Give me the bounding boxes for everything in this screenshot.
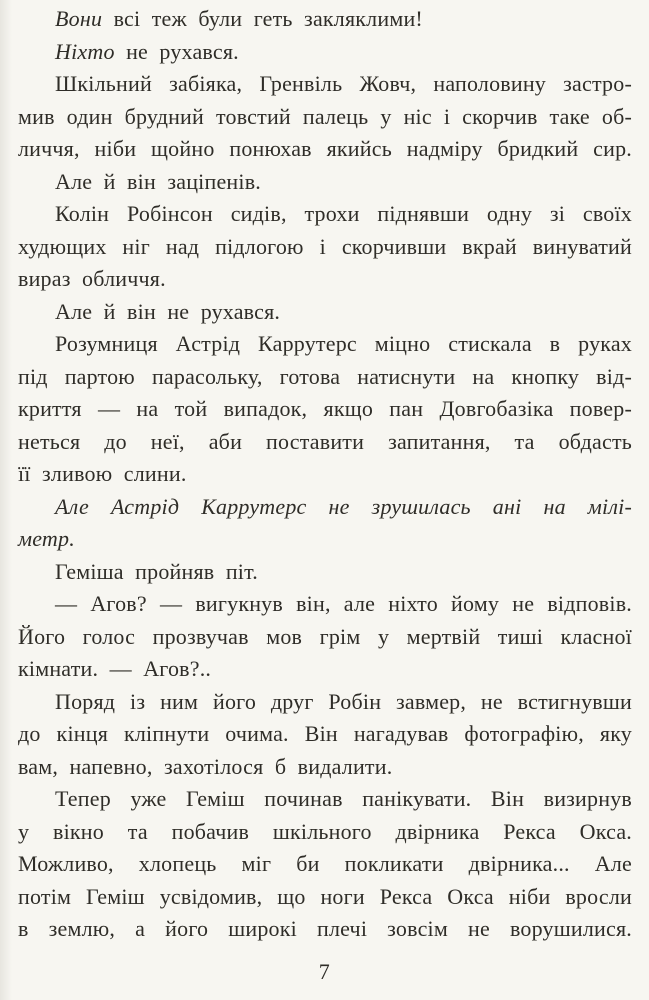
paragraph: [18, 783, 632, 946]
text-line: [18, 848, 632, 881]
text-segment: у вікно та побачив шкільного двірника Рекса Окса.: [18, 818, 632, 844]
text-line: [18, 653, 632, 686]
page-number: 7: [318, 958, 331, 984]
paragraph: [18, 3, 632, 36]
text-segment: личчя, ніби щойно понюхав якийсь надміру бридкий сир.: [18, 136, 632, 161]
text-line: [18, 491, 632, 524]
text-line: [18, 588, 632, 621]
text-line: [18, 816, 632, 849]
text-line: [18, 458, 632, 491]
text-line: [18, 3, 632, 36]
text-line: [18, 68, 632, 101]
italic-text-segment: Але Астрід Каррутерс не зрушилась ані на мілі-: [55, 493, 632, 519]
paragraph: [18, 166, 632, 199]
text-segment: криття — на той випадок, якщо пан Довгобазіка повер-: [18, 396, 632, 421]
text-segment: Але й він заціпенів.: [55, 168, 261, 194]
text-segment: Геміша пройняв піт.: [55, 558, 258, 584]
text-line: [18, 556, 632, 589]
text-segment: кімнати. — Агов?..: [18, 656, 212, 681]
text-segment: худющих ніг над підлогою і скорчивши вкрай винуватий: [18, 233, 632, 259]
text-line: [18, 36, 632, 69]
text-line: [18, 231, 632, 264]
text-line: [18, 523, 632, 556]
paragraph: [18, 296, 632, 329]
paragraph: [18, 556, 632, 589]
text-line: [18, 101, 632, 134]
text-segment: неться до неї, аби поставити запитання, та обдасть: [18, 428, 632, 454]
text-segment: Розумниця Астрід Каррутерс міцно стискала в руках: [55, 331, 632, 356]
text-line: [18, 913, 632, 946]
text-line: [18, 198, 632, 231]
italic-text-segment: Вони: [55, 6, 103, 31]
paragraph: [18, 686, 632, 784]
text-segment: вираз обличчя.: [18, 266, 166, 291]
text-line: [18, 166, 632, 199]
italic-text-segment: метр.: [18, 526, 75, 551]
italic-text-segment: Ніхто: [55, 38, 115, 64]
text-segment: Його голос прозвучав мов грім у мертвій тиші класної: [18, 623, 632, 649]
text-line: [18, 426, 632, 459]
text-line: [18, 393, 632, 426]
paragraph: [18, 328, 632, 491]
text-line: [18, 686, 632, 719]
text-line: [18, 881, 632, 914]
text-segment: Але й він не рухався.: [55, 298, 281, 324]
text-segment: Тепер уже Геміш починав панікувати. Він визирнув: [55, 786, 632, 811]
text-segment: вам, напевно, захотілося б видалити.: [18, 753, 393, 779]
text-line: [18, 718, 632, 751]
text-segment: мив один брудний товстий палець у ніс і скорчив таке об-: [18, 103, 632, 129]
paragraph: [18, 491, 632, 556]
paragraph: [18, 198, 632, 296]
text-segment: Шкільний забіяка, Гренвіль Жовч, наполовину застро-: [55, 71, 632, 96]
text-line: [18, 621, 632, 654]
text-segment: Колін Робінсон сидів, трохи піднявши одну зі своїх: [55, 201, 632, 226]
text-segment: її зливою слини.: [18, 461, 187, 486]
text-line: [18, 783, 632, 816]
text-segment: під партою парасольку, готова натиснути на кнопку від-: [18, 363, 632, 389]
text-segment: не рухався.: [114, 38, 239, 64]
text-line: [18, 361, 632, 394]
paragraph: [18, 588, 632, 686]
paragraph: [18, 68, 632, 166]
text-line: [18, 751, 632, 784]
text-segment: — Агов? — вигукнув він, але ніхто йому не відповів.: [55, 591, 632, 616]
paragraph: [18, 36, 632, 69]
text-segment: всі теж були геть закляклими!: [102, 6, 423, 31]
text-segment: Можливо, хлопець міг би покликати двірника... Але: [18, 851, 632, 876]
text-line: [18, 328, 632, 361]
text-line: [18, 133, 632, 166]
text-segment: до кінця кліпнути очима. Він нагадував фотографію, яку: [18, 721, 632, 746]
text-segment: Поряд із ним його друг Робін завмер, не встигнувши: [55, 688, 632, 714]
text-line: [18, 263, 632, 296]
text-segment: в землю, а його широкі плечі зовсім не ворушилися.: [18, 916, 632, 941]
text-segment: потім Геміш усвідомив, що ноги Рекса Окса ніби вросли: [18, 883, 632, 909]
text-line: [18, 296, 632, 329]
